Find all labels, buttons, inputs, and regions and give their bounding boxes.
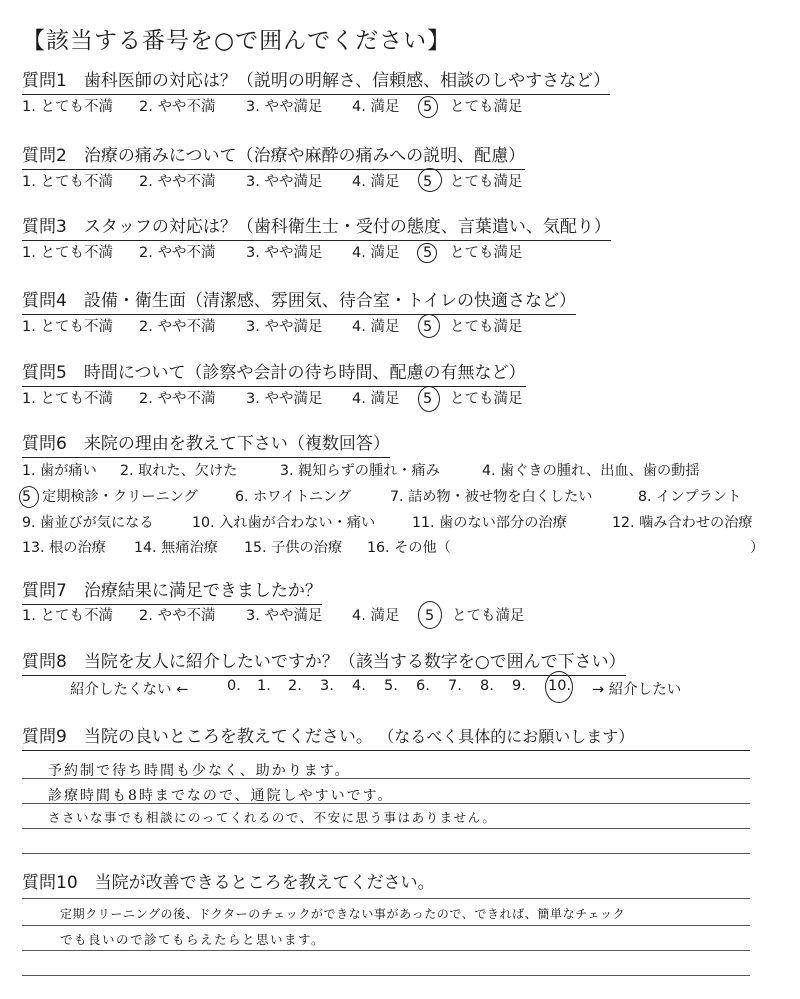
answer-circle (418, 168, 442, 192)
question-7-heading: 質問7 治療結果に満足できましたか？ (22, 580, 322, 602)
answer-circle (418, 96, 438, 118)
answer-circle (19, 486, 39, 508)
answer-circle (417, 243, 437, 263)
handwritten-answer: 定期クリーニングの後、ドクターのチェックができない事があったので、できれば、簡単なチェック (60, 907, 626, 921)
handwritten-answer: でも良いので診てもらえたらと思います。 (60, 932, 326, 947)
handwritten-answer: 予約制で待ち時間も少なく、助かります。 (48, 763, 351, 779)
answer-line (22, 975, 750, 976)
handwritten-answer: 診療時間も8時までなので、通院しやすいです。 (48, 788, 394, 804)
question-9-note: （なるべく具体的にお願いします） (378, 727, 635, 746)
answer-circle (418, 386, 440, 412)
question-label: 質問1 (22, 71, 67, 91)
question-3-heading: 質問3 スタッフの対応は？（歯科衛生士・受付の態度、言葉遣い、気配り） (22, 216, 611, 238)
answer-circle (545, 671, 573, 703)
page-title: 【該当する番号を○で囲んでください】 (22, 28, 452, 54)
answer-circle (418, 601, 442, 629)
answer-line (22, 898, 750, 899)
question-6-heading: 質問6 来院の理由を教えて下さい（複数回答） (22, 433, 390, 455)
answer-line (22, 853, 750, 854)
answer-line (22, 950, 750, 951)
question-text: 歯科医師の対応は？（説明の明解さ、信頼感、相談のしやすさなど） (83, 71, 611, 91)
question-5-heading: 質問5 時間について（診察や会計の待ち時間、配慮の有無など） (22, 362, 526, 384)
question-8-heading: 質問8 当院を友人に紹介したいですか？（該当する数字を○で囲んで下さい） (22, 651, 626, 673)
answer-line (22, 828, 750, 829)
question-1-heading (22, 70, 610, 92)
question-9-heading: 質問9 当院の良いところを教えてください。 （なるべく具体的にお願いします） (22, 726, 750, 748)
answer-line (22, 925, 750, 926)
handwritten-answer: ささいな事でも相談にのってくれるので、不安に思う事はありません。 (48, 810, 497, 825)
question-2-heading: 質問2 治療の痛みについて（治療や麻酔の痛みへの説明、配慮） (22, 145, 525, 167)
question-10-heading: 質問10 当院が改善できるところを教えてください。 (22, 873, 435, 893)
answer-circle (418, 314, 440, 338)
question-4-heading: 質問4 設備・衛生面（清潔感、雰囲気、待合室・トイレの快適さなど） (22, 290, 576, 312)
